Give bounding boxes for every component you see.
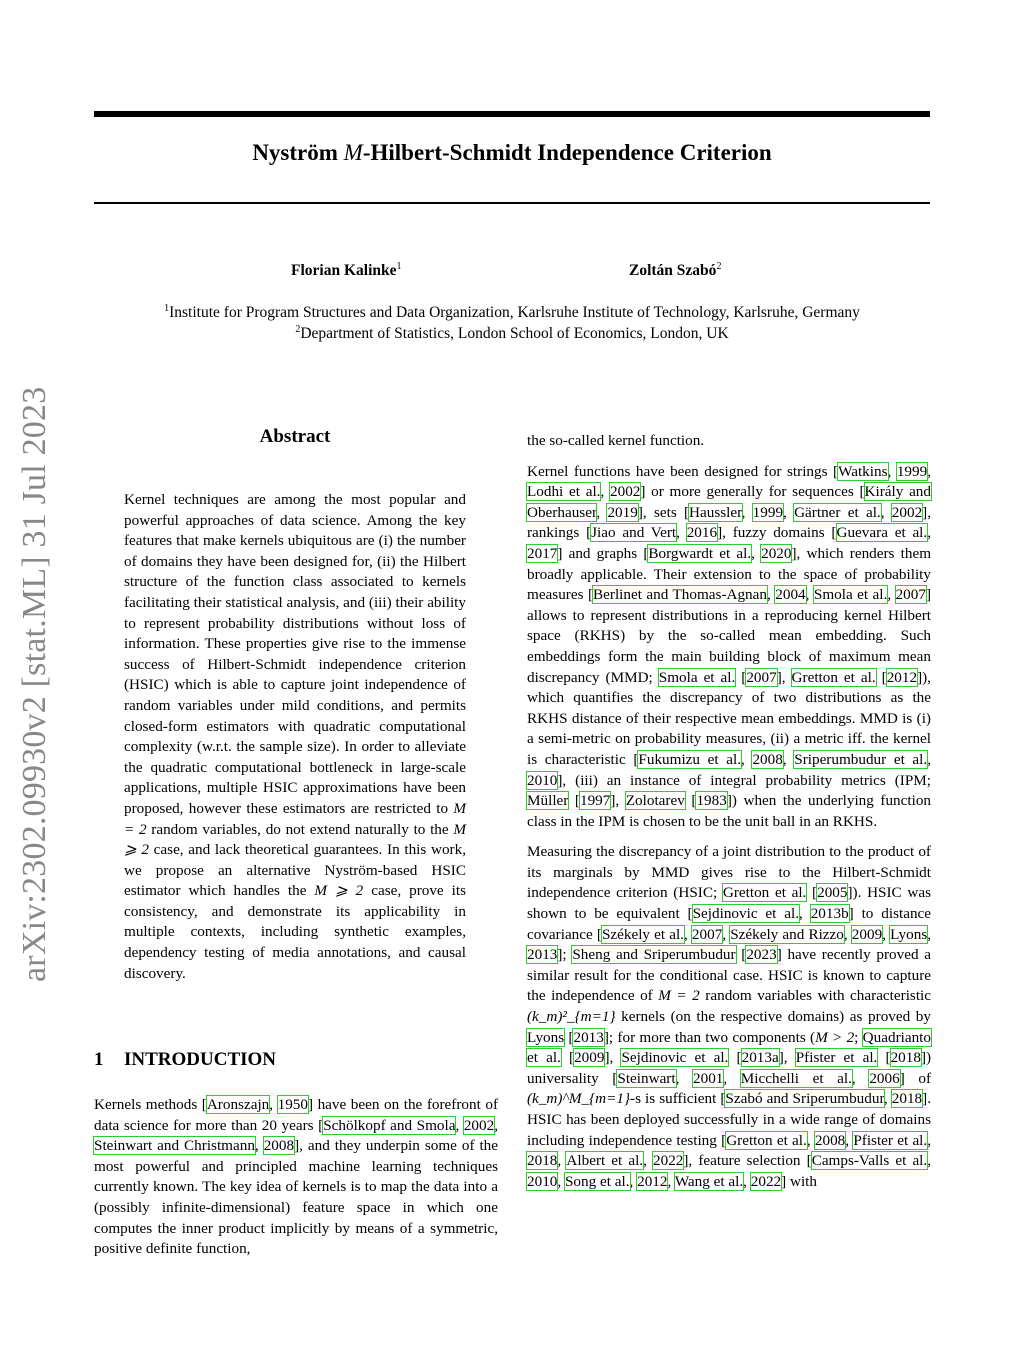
citation-link[interactable]: 2018 [527, 1152, 558, 1170]
text: , [883, 1090, 892, 1108]
text: , [741, 503, 753, 521]
text: [ [728, 1049, 742, 1067]
text: , [557, 1172, 565, 1190]
affil-sup: 2 [295, 324, 301, 335]
citation-link[interactable]: 2013a [741, 1049, 779, 1067]
math-inline: M > 2 [815, 1028, 855, 1046]
text: , [600, 483, 610, 501]
citation-link[interactable]: 2012 [886, 668, 918, 686]
text: , [722, 925, 731, 943]
text: , [843, 925, 852, 943]
text: , [887, 586, 896, 604]
text: ], rankings [ [527, 503, 932, 542]
citation-link[interactable]: Sriperumbudur et al. [794, 750, 928, 768]
citation-link[interactable]: 2009 [574, 1049, 605, 1067]
title-rule-top [94, 111, 930, 117]
affil-text: Department of Statistics, London School of Economics, London, UK [300, 325, 729, 343]
citation-link[interactable]: Guevara et al. [836, 524, 928, 542]
citation-link[interactable]: Steinwart [617, 1069, 676, 1087]
arxiv-stamp: arXiv:2302.09930v2 [stat.ML] 31 Jul 2023 [16, 386, 53, 982]
citation-link[interactable]: 2009 [851, 925, 883, 943]
text: kernels (on the respective domains) as proved by [615, 1008, 931, 1026]
affil-sup: 1 [164, 303, 170, 314]
title-math: M [343, 140, 363, 165]
citation-link[interactable]: 2018 [891, 1090, 923, 1108]
citation-link[interactable]: Song et al. [564, 1172, 630, 1190]
citation-link[interactable]: Schölkopf and Smola [323, 1116, 456, 1134]
text: ], feature selection [ [683, 1152, 812, 1170]
intro-paragraph [527, 462, 931, 833]
author-name: Florian Kalinke [291, 262, 397, 280]
text: ]; [557, 946, 573, 964]
abstract-text: case, prove its consistency, and demonstrate its applicability in multiple contexts, including synthetic examples, dependency testing of media annotations, and causal discovery. [124, 882, 466, 982]
text: , [845, 1131, 854, 1149]
text: ]) when the underlying function class in the IPM is chosen to be the unit ball in an RKHS. [527, 792, 932, 830]
intro-paragraph [527, 842, 931, 1192]
abstract-text: case, and lack theoretical guarantees. In this work, we propose an alternative Nyström-based HSIC estimator which handles the [124, 841, 466, 900]
citation-link[interactable]: Smola et al. [813, 586, 888, 604]
abstract-heading: Abstract [259, 426, 331, 447]
citation-link[interactable]: Pfister et al. [853, 1131, 928, 1149]
text: ] and graphs [ [557, 544, 649, 562]
citation-link[interactable]: Wang et al. [674, 1172, 744, 1190]
text: , [675, 1069, 693, 1087]
intro-paragraph: the so-called kernel function. [527, 432, 705, 449]
citation-link[interactable]: 2007 [746, 668, 777, 686]
citation-link[interactable]: 1950 [277, 1096, 308, 1113]
text: [ [684, 792, 697, 810]
citation-link[interactable]: 2013 [527, 946, 558, 964]
citation-link[interactable]: Zolotarev [625, 792, 685, 810]
text: [ [877, 1049, 891, 1067]
citation-link[interactable]: Albert et al. [566, 1152, 644, 1170]
text: , [494, 1116, 498, 1134]
text: ], [604, 1049, 622, 1067]
text: ]. HSIC has been deployed successfully in a wide range of domains including independence testing [ [527, 1090, 931, 1149]
citation-link[interactable]: 2001 [693, 1069, 724, 1087]
text: random variables with characteristic [699, 987, 931, 1005]
citation-link[interactable]: Smola et al. [658, 668, 736, 686]
math-inline: M = 2 [124, 799, 466, 838]
text: ] have been on the forefront of data science for more than 20 years [ [94, 1096, 498, 1134]
section-number: 1 [94, 1049, 104, 1070]
citation-link[interactable]: 2017 [527, 544, 558, 562]
text: [ [568, 792, 580, 810]
abstract-body [124, 490, 466, 984]
text: ], [778, 1049, 796, 1067]
author-sup: 2 [716, 261, 722, 272]
citation-link[interactable]: 2018 [890, 1049, 921, 1067]
text: ] with [781, 1172, 817, 1190]
citation-link[interactable]: Szabó and Sriperumbudur [725, 1090, 884, 1108]
text: ], [610, 792, 626, 810]
abstract-text: random variables, do not extend naturally to the [146, 820, 454, 838]
text: , [667, 1172, 675, 1190]
citation-link[interactable]: Sejdinovic et al. [692, 905, 800, 923]
citation-link[interactable]: 2022 [653, 1152, 684, 1170]
section-heading [94, 1049, 276, 1071]
text: [ [564, 1028, 574, 1046]
paper-title [94, 140, 930, 166]
affiliation-1 [94, 303, 930, 322]
citation-link[interactable]: 2019 [607, 503, 638, 521]
affiliation-2 [94, 324, 930, 343]
citation-link[interactable]: 2002 [891, 503, 923, 521]
citation-link[interactable]: 2020 [761, 544, 792, 562]
citation-link[interactable]: Gärtner et al. [794, 503, 881, 521]
author-2 [629, 261, 721, 280]
citation-link[interactable]: 1999 [896, 462, 928, 480]
text: ]) universality [ [527, 1049, 932, 1087]
intro-left-column [94, 1095, 498, 1270]
text: -s is sufficient [ [630, 1090, 726, 1108]
citation-link[interactable]: Pfister et al. [795, 1049, 878, 1067]
citation-link[interactable]: 2013b [810, 905, 849, 923]
author-sup: 1 [396, 261, 402, 272]
citation-link[interactable]: Sheng and Sriperumbudur [572, 946, 736, 964]
text: , [676, 524, 687, 542]
citation-link[interactable]: Steinwart and Christmann [94, 1137, 255, 1155]
text: ], sets [ [637, 503, 690, 521]
citation-link[interactable]: 2010 [527, 771, 558, 789]
text: , [927, 1131, 931, 1149]
text: , [927, 750, 931, 768]
math-inline: (k_m)²_{m=1} [527, 1008, 616, 1026]
citation-link[interactable]: 1999 [752, 503, 784, 521]
citation-link[interactable]: Székely et al. [601, 925, 684, 943]
text: , [751, 544, 762, 562]
text: [ [735, 946, 747, 964]
text: , [880, 503, 892, 521]
author-1 [291, 261, 402, 280]
text: [ [875, 668, 887, 686]
title-suffix: -Hilbert-Schmidt Independence Criterion [362, 140, 772, 165]
citation-link[interactable]: Müller [527, 792, 569, 810]
text: , [254, 1137, 264, 1155]
text: , [799, 905, 811, 923]
text: , [927, 462, 931, 480]
text: , [455, 1116, 464, 1134]
citation-link[interactable]: 2006 [869, 1069, 900, 1087]
citation-link[interactable]: 2010 [527, 1172, 558, 1190]
text: Measuring the discrepancy of a joint distribution to the product of its marginals by MMD gives rise to the Hilbert-Schmidt independence criterion (HSIC; [527, 843, 931, 902]
section-title: INTRODUCTION [124, 1049, 277, 1070]
text: [ [560, 1049, 575, 1067]
citation-link[interactable]: Micchelli et al. [740, 1069, 852, 1087]
citation-link[interactable]: Berlinet and Thomas-Agnan [593, 586, 767, 604]
citation-link[interactable]: 2005 [817, 884, 848, 902]
text: ]). HSIC was shown to be equivalent [ [527, 884, 931, 923]
citation-link[interactable]: 2002 [610, 483, 641, 501]
math-inline: M = 2 [658, 987, 700, 1005]
affil-text: Institute for Program Structures and Data Organization, Karlsruhe Institute of Technology, Karlsruhe, Germany [169, 304, 860, 322]
text: , [927, 524, 931, 542]
text: ], fuzzy domains [ [717, 524, 837, 542]
citation-link[interactable]: 2004 [775, 586, 806, 604]
text: , [743, 1172, 751, 1190]
text: , [723, 1069, 741, 1087]
citation-link[interactable]: 2016 [686, 524, 718, 542]
citation-link[interactable]: Fukumizu et al. [638, 750, 741, 768]
intro-right-column [527, 431, 931, 1202]
citation-link[interactable]: Lodhi et al. [527, 483, 601, 501]
citation-link[interactable]: 2022 [750, 1172, 782, 1190]
citation-link[interactable]: Borgwardt et al. [648, 544, 752, 562]
citation-link[interactable]: Quadrianto et al. [527, 1028, 931, 1067]
abstract-text: Kernel techniques are among the most popular and powerful approaches of data science. Among the key features that make kernels ubiquitous are (i) the number of domains they have been designed for, (ii) the Hilbert structure of the function class associated to kernels facilitating their statistical analysis, and (iii) their ability to represent probability distributions without loss of information. These properties give rise to the immense success of Hilbert-Schmidt independence criterion (HSIC) which is able to capture joint independence of random variables under mild conditions, and permits closed-form estimators with quadratic computational complexity (w.r.t. the sample size). In order to alleviate the quadratic computational bottleneck in large-scale applications, multiple HSIC approximations have been proposed, however these estimators are restricted to [124, 491, 466, 817]
text: , [887, 462, 897, 480]
text: ] of [899, 1069, 932, 1087]
text: , [643, 1152, 653, 1170]
text: [ [735, 668, 747, 686]
citation-link[interactable]: 2007 [895, 586, 926, 604]
text: ] to distance covariance [ [527, 905, 932, 943]
citation-link[interactable]: 2008 [814, 1131, 846, 1149]
citation-link[interactable]: Gretton et al. [722, 884, 807, 902]
text: ; [854, 1028, 863, 1046]
author-name: Zoltán Szabó [629, 262, 717, 280]
citation-link[interactable]: Haussler [689, 503, 742, 521]
text: , [767, 586, 776, 604]
citation-link[interactable]: Aronszajn [206, 1096, 270, 1113]
text: Kernel functions have been designed for strings [ [527, 462, 839, 480]
citation-link[interactable]: 2012 [637, 1172, 668, 1190]
citation-link[interactable]: 1983 [696, 792, 727, 810]
citation-link[interactable]: 2007 [691, 925, 723, 943]
citation-link[interactable]: Székely and Rizzo [730, 925, 844, 943]
text: , [882, 925, 891, 943]
text: ]), which quantifies the discrepancy of two distributions as the RKHS distance of their respective mean embeddings. MMD is (i) a semi-metric on probability measures, (ii) a metric iff. the kernel is characteristic [ [527, 668, 931, 768]
text: ]; for more than two components ( [603, 1028, 816, 1046]
citation-link[interactable]: 1997 [579, 792, 611, 810]
citation-link[interactable]: Jiao and Vert [591, 524, 677, 542]
text: , [782, 750, 795, 768]
text: , [927, 1152, 931, 1170]
text: ] or more generally for sequences [ [640, 483, 865, 501]
math-inline: (k_m)^M_{m=1} [527, 1090, 631, 1108]
text: , [927, 925, 932, 943]
citation-link[interactable]: 2023 [746, 946, 777, 964]
citation-link[interactable]: Gretton et al. [726, 1131, 807, 1149]
text: , [851, 1069, 870, 1087]
text: , [783, 503, 795, 521]
citation-link[interactable]: Lyons [527, 1028, 565, 1046]
citation-link[interactable]: 2008 [263, 1137, 295, 1155]
text: , [683, 925, 692, 943]
text: ] have recently proved a similar result for the conditional case. HSIC is known to capture the independence of [527, 946, 931, 1005]
text: , [741, 750, 753, 768]
text: ] allows to represent distributions in a reproducing kernel Hilbert space (RKHS) by the so-called mean embedding. Such embeddings form the main building block of maximum mean discrepancy (MMD; [527, 586, 931, 686]
math-inline: M ⩾ 2 [314, 882, 364, 900]
title-prefix: Nyström [252, 140, 344, 165]
text: , [805, 586, 814, 604]
citation-link[interactable]: Camps-Valls et al. [811, 1152, 928, 1170]
text: Kernels methods [ [94, 1096, 207, 1113]
text: ], [776, 668, 792, 686]
citation-link[interactable]: 2008 [752, 750, 783, 768]
citation-link[interactable]: Lyons [890, 925, 928, 943]
math-inline: M ⩾ 2 [124, 820, 467, 859]
text: , [629, 1172, 638, 1190]
title-rule-bottom [94, 202, 930, 204]
intro-paragraph [94, 1095, 498, 1260]
text: , [806, 1131, 815, 1149]
citation-link[interactable]: Gretton et al. [791, 668, 876, 686]
citation-link[interactable]: Király and Oberhauser [527, 483, 931, 521]
citation-link[interactable]: 2013 [573, 1028, 604, 1046]
citation-link[interactable]: 2002 [463, 1116, 495, 1134]
citation-link[interactable]: Sejdinovic et al. [621, 1049, 729, 1067]
citation-link[interactable]: Watkins [838, 462, 888, 480]
text: [ [806, 884, 818, 902]
text: ], and they underpin some of the most powerful and principled machine learning techniques currently known. The key idea of kernels is to map the data into a (possibly infinite-dimensional) feature space in which one computes the inner product implicitly by means of a symmetric, positive definite function, [94, 1137, 499, 1258]
text: ], (iii) an instance of integral probability metrics (IPM; [557, 771, 931, 789]
text: , [596, 503, 608, 521]
text: , [557, 1152, 567, 1170]
text: ], which renders them broadly applicable. Their extension to the space of probability measures [ [527, 544, 932, 604]
text: , [269, 1096, 278, 1113]
